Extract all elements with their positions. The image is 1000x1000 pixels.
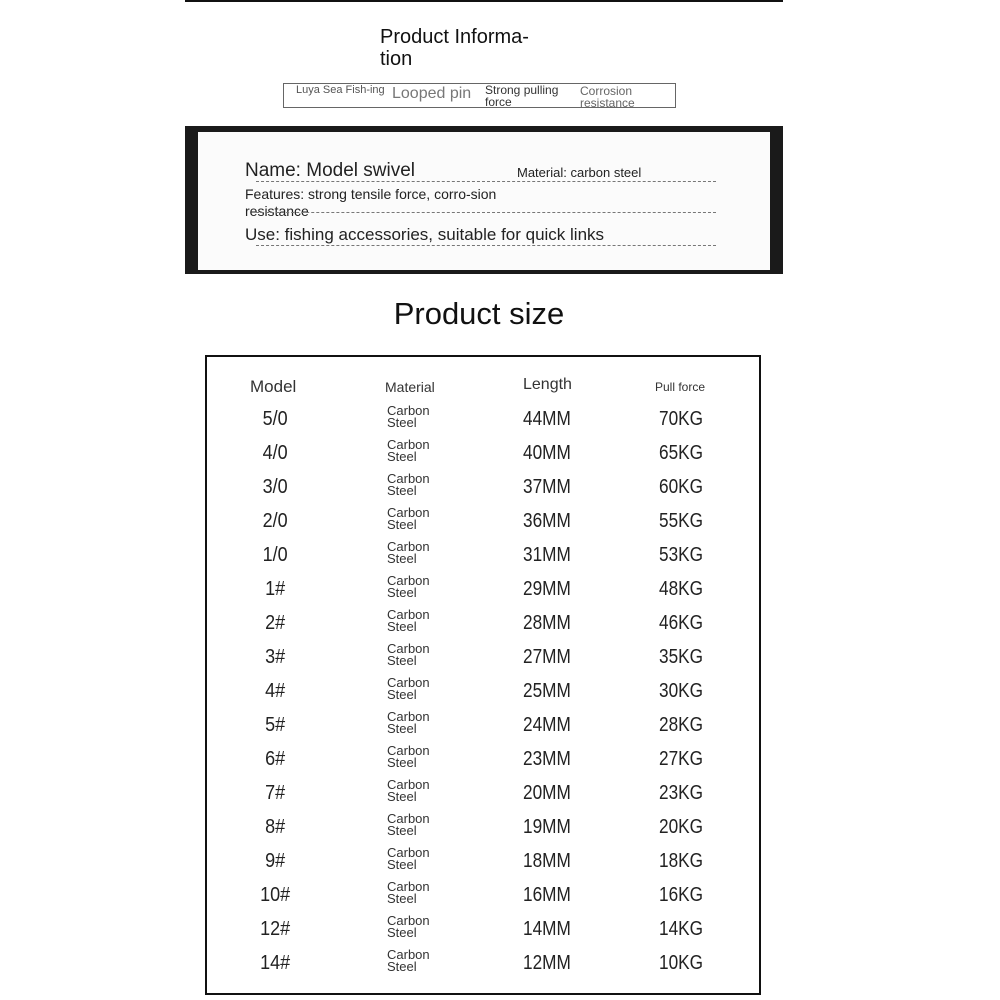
table-row [207, 607, 759, 641]
cell-model: 7# [265, 782, 286, 804]
cell-pull-force: 18KG [659, 850, 703, 872]
details-card [198, 132, 770, 270]
cell-model: 6# [265, 748, 286, 770]
cell-pull-force: 14KG [659, 918, 703, 940]
header-pull-force: Pull force [655, 380, 706, 394]
cell-model: 3/0 [262, 476, 288, 498]
cell-model: 12# [260, 918, 291, 940]
cell-length: 19MM [523, 816, 571, 838]
cell-material: Carbon Steel [387, 845, 430, 872]
cell-model: 2/0 [262, 510, 288, 532]
cell-material: Carbon Steel [387, 403, 430, 430]
cell-length: 23MM [523, 748, 571, 770]
cell-pull-force: 23KG [659, 782, 703, 804]
cell-material: Carbon Steel [387, 607, 430, 634]
product-information-title [380, 26, 560, 70]
cell-material: Carbon Steel [387, 913, 430, 940]
cell-model: 14# [260, 952, 291, 974]
divider [256, 212, 716, 213]
table-row [207, 811, 759, 845]
cell-model: 4# [265, 680, 286, 702]
tag-luya-sea-fishing: Luya Sea Fish-ing [296, 84, 385, 96]
cell-model: 4/0 [262, 442, 288, 464]
header-material: Material [385, 379, 435, 395]
cell-pull-force: 27KG [659, 748, 703, 770]
cell-length: 40MM [523, 442, 571, 464]
cell-pull-force: 55KG [659, 510, 703, 532]
cell-pull-force: 30KG [659, 680, 703, 702]
detail-material: Material: carbon steel [517, 165, 642, 180]
cell-material: Carbon Steel [387, 947, 430, 974]
table-row [207, 777, 759, 811]
details-panel [185, 126, 783, 274]
cell-length: 27MM [523, 646, 571, 668]
cell-model: 3# [265, 646, 286, 668]
table-row [207, 471, 759, 505]
tag-strong-pulling-force: Strong pulling force [485, 83, 559, 109]
cell-length: 14MM [523, 918, 571, 940]
product-size-title: Product size [393, 296, 565, 331]
cell-material: Carbon Steel [387, 505, 430, 532]
cell-length: 31MM [523, 544, 571, 566]
header-model: Model [250, 377, 297, 396]
table-row [207, 641, 759, 675]
table-row [207, 539, 759, 573]
table-row [207, 879, 759, 913]
cell-pull-force: 20KG [659, 816, 703, 838]
detail-name: Name: Model swivel [245, 160, 415, 181]
cell-pull-force: 48KG [659, 578, 703, 600]
cell-model: 10# [260, 884, 291, 906]
cell-pull-force: 65KG [659, 442, 703, 464]
tag-corrosion-resistance: Corrosion resistance [580, 84, 635, 110]
cell-length: 44MM [523, 408, 571, 430]
cell-pull-force: 53KG [659, 544, 703, 566]
cell-length: 25MM [523, 680, 571, 702]
cell-material: Carbon Steel [387, 811, 430, 838]
cell-model: 5/0 [262, 408, 288, 430]
cell-model: 1/0 [262, 544, 288, 566]
table-row [207, 675, 759, 709]
cell-pull-force: 46KG [659, 612, 703, 634]
table-row [207, 403, 759, 437]
detail-use: Use: fishing accessories, suitable for quick links [245, 225, 605, 244]
cell-length: 24MM [523, 714, 571, 736]
table-row [207, 913, 759, 947]
cell-material: Carbon Steel [387, 709, 430, 736]
title-line-1: Product Informa- [380, 26, 529, 48]
cell-pull-force: 28KG [659, 714, 703, 736]
divider [256, 245, 716, 246]
cell-length: 29MM [523, 578, 571, 600]
cell-model: 1# [265, 578, 286, 600]
table-row [207, 947, 759, 981]
size-table [205, 355, 761, 995]
table-row [207, 743, 759, 777]
table-row [207, 845, 759, 879]
cell-pull-force: 60KG [659, 476, 703, 498]
table-row [207, 505, 759, 539]
cell-length: 20MM [523, 782, 571, 804]
divider [256, 181, 716, 182]
cell-model: 2# [265, 612, 286, 634]
cell-length: 37MM [523, 476, 571, 498]
top-divider [185, 0, 783, 2]
cell-material: Carbon Steel [387, 675, 430, 702]
feature-tags [283, 83, 676, 108]
cell-pull-force: 16KG [659, 884, 703, 906]
cell-material: Carbon Steel [387, 641, 430, 668]
header-length: Length [523, 376, 572, 393]
cell-material: Carbon Steel [387, 539, 430, 566]
cell-pull-force: 35KG [659, 646, 703, 668]
cell-length: 12MM [523, 952, 571, 974]
cell-material: Carbon Steel [387, 777, 430, 804]
detail-features: Features: strong tensile force, corro-sion resistance [245, 186, 497, 219]
cell-length: 18MM [523, 850, 571, 872]
cell-model: 5# [265, 714, 286, 736]
cell-model: 9# [265, 850, 286, 872]
cell-length: 36MM [523, 510, 571, 532]
tag-looped-pin: Looped pin [392, 85, 472, 102]
cell-material: Carbon Steel [387, 573, 430, 600]
cell-material: Carbon Steel [387, 879, 430, 906]
cell-material: Carbon Steel [387, 743, 430, 770]
cell-length: 16MM [523, 884, 571, 906]
cell-pull-force: 70KG [659, 408, 703, 430]
cell-pull-force: 10KG [659, 952, 703, 974]
cell-model: 8# [265, 816, 286, 838]
table-row [207, 573, 759, 607]
title-line-2: tion [380, 48, 413, 70]
table-row [207, 709, 759, 743]
table-row [207, 437, 759, 471]
cell-material: Carbon Steel [387, 437, 430, 464]
cell-material: Carbon Steel [387, 471, 430, 498]
cell-length: 28MM [523, 612, 571, 634]
